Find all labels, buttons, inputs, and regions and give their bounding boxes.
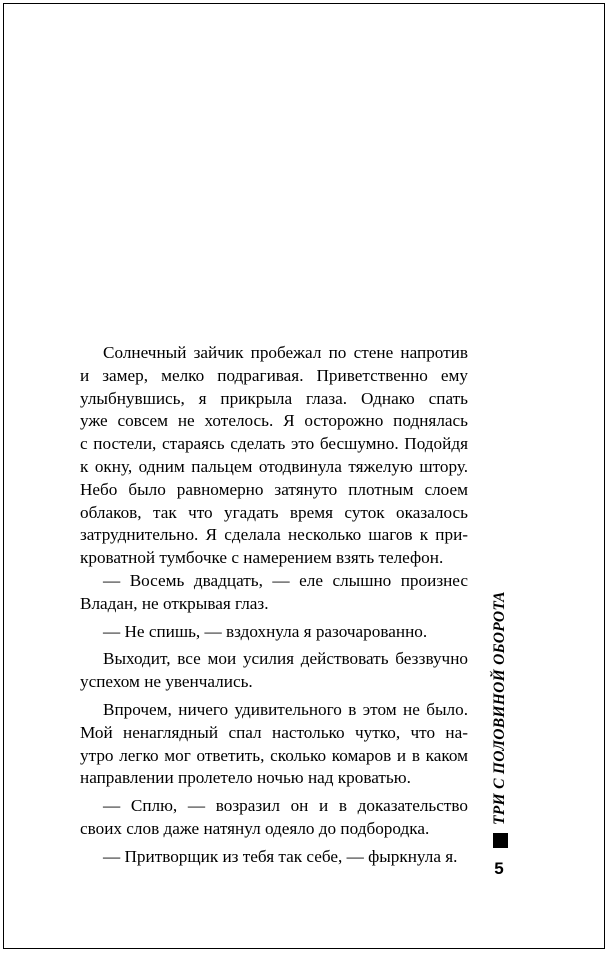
paragraph xyxy=(80,648,468,694)
paragraph xyxy=(80,846,468,869)
text-line: направлении пролетело ночью над кроватью. xyxy=(80,768,411,788)
text-line: Впрочем, ничего удивительного в этом не было. xyxy=(103,699,468,719)
text-line: Мой ненаглядный спал настолько чутко, что на- xyxy=(80,722,468,742)
body-text xyxy=(80,342,468,869)
text-line: улыбнувшись, я прикрыла глаза. Однако спать xyxy=(80,388,468,408)
running-title xyxy=(488,578,512,848)
text-line: утро легко мог ответить, сколько комаров и в каком xyxy=(80,745,468,765)
text-line: облаков, так что угадать время суток оказалось xyxy=(80,502,468,522)
text-line: к окну, одним пальцем отодвинула тяжелую штору. xyxy=(80,456,468,476)
text-line: Солнечный зайчик пробежал по стене напротив xyxy=(103,343,468,362)
page-number: 5 xyxy=(494,859,504,878)
paragraph xyxy=(80,342,468,570)
text-line: своих слов даже натянул одеяло до подбородка. xyxy=(80,818,430,838)
paragraph xyxy=(80,795,468,841)
text-line: — Сплю, — возразил он и в доказательство xyxy=(103,796,468,816)
text-line: Выходит, все мои усилия действовать беззвучно xyxy=(103,649,468,669)
text-line: затруднительно. Я сделала несколько шагов к при- xyxy=(80,525,468,545)
text-line: Владан, не открывая глаз. xyxy=(80,593,269,613)
text-line: — Притворщик из тебя так себе, — фыркнула я. xyxy=(103,846,458,866)
running-title-text: ТРИ С ПОЛОВИНОЙ ОБОРОТА xyxy=(491,591,508,825)
text-line: кроватной тумбочке с намерением взять телефон. xyxy=(80,548,444,568)
text-line: Небо было равномерно затянуто плотным слоем xyxy=(80,479,468,499)
paragraph xyxy=(80,621,468,644)
title-marker-square xyxy=(493,833,508,848)
text-line: и замер, мелко подрагивая. Приветственно ему xyxy=(80,365,468,385)
text-line: — Восемь двадцать, — еле слышно произнес xyxy=(103,570,468,590)
paragraph xyxy=(80,699,468,790)
text-line: уже совсем не хотелось. Я осторожно поднялась xyxy=(80,411,468,431)
text-line: успехом не увенчались. xyxy=(80,672,253,692)
text-line: с постели, стараясь сделать это бесшумно. Подойдя xyxy=(80,434,468,454)
paragraph xyxy=(80,570,468,616)
text-line: — Не спишь, — вздохнула я разочарованно. xyxy=(103,621,428,641)
